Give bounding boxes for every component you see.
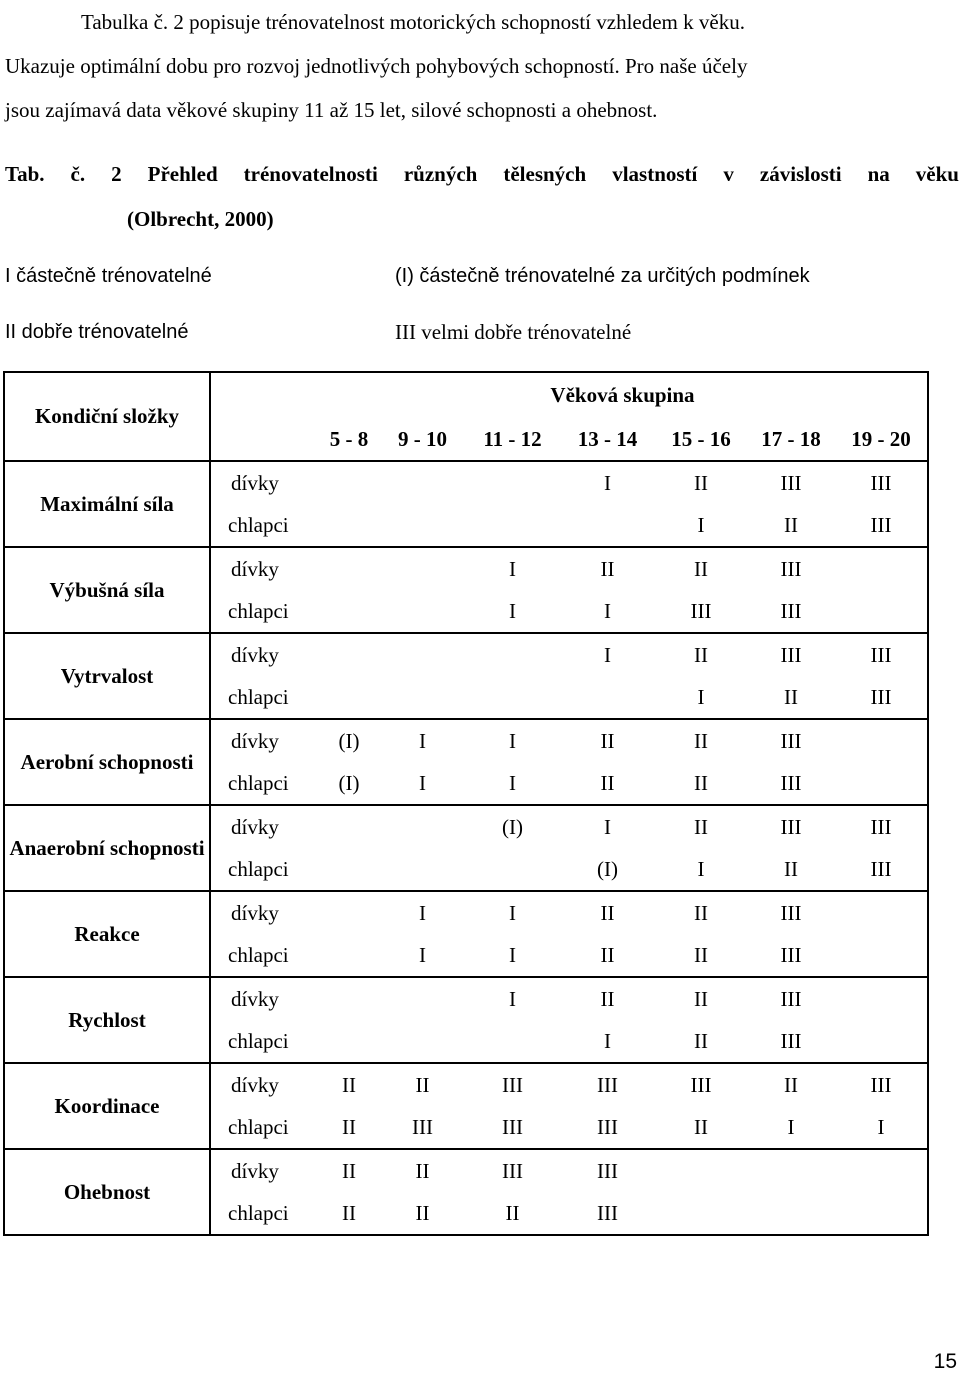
trainability-cell: II [694,900,708,925]
table-row [4,461,928,504]
legend-item-conditional: (I) částečně trénovatelné za určitých podmínek [395,265,810,287]
category-label: Anaerobní schopnosti [4,805,210,891]
trainability-cell [380,977,465,1020]
trainability-cell: II [694,470,708,495]
trainability-cell [318,590,380,633]
intro-line-3: jsou zajímavá data věkové skupiny 11 až 15 let, silové schopnosti a ohebnost. [5,98,658,122]
trainability-cell [835,762,928,805]
trainability-cell: II [694,556,708,581]
trainability-cell: II [747,504,835,547]
table-row [4,977,928,1020]
trainability-cell: III [747,762,835,805]
table-row [4,633,928,676]
group-label-boys: chlapci [210,1020,318,1063]
trainability-cell: II [560,762,655,805]
trainability-cell [655,1149,747,1192]
group-label-boys: chlapci [210,676,318,719]
trainability-cell [318,1020,380,1063]
trainability-cell [318,504,380,547]
trainability-cell: II [600,900,615,925]
trainability-cell: I [604,814,611,839]
trainability-cell: I [604,470,611,495]
trainability-cell [380,590,465,633]
trainability-cell: I [655,676,747,719]
trainability-cell: III [597,1072,618,1097]
trainability-cell: III [835,1063,928,1106]
trainability-cell: III [780,642,802,667]
age-header: 9 - 10 [380,418,465,461]
trainability-cell [318,805,380,848]
trainability-cell: II [318,1192,380,1235]
trainability-cell [465,633,560,676]
category-label: Vytrvalost [4,633,210,719]
age-header: 15 - 16 [655,418,747,461]
trainability-cell [835,1020,928,1063]
category-label: Rychlost [4,977,210,1063]
trainability-cell: I [419,900,426,925]
trainability-cell [835,719,928,762]
trainability-cell [380,547,465,590]
group-label-girls: dívky [210,633,318,676]
trainability-cell: II [784,1072,798,1097]
intro-paragraph [5,0,957,132]
trainability-table [3,371,929,1236]
trainability-cell [465,1020,560,1063]
trainability-cell: I [747,1106,835,1149]
trainability-cell: II [747,848,835,891]
trainability-cell: I [509,900,516,925]
trainability-cell: I [465,934,560,977]
category-label: Koordinace [4,1063,210,1149]
age-group-header: Věková skupina [318,372,928,418]
trainability-cell: III [747,934,835,977]
trainability-cell: II [318,1106,380,1149]
trainability-cell: III [835,676,928,719]
trainability-cell [835,1192,928,1235]
trainability-cell: II [694,986,708,1011]
group-label-boys: chlapci [210,1192,318,1235]
trainability-cell: III [502,1158,523,1183]
group-label-boys: chlapci [210,934,318,977]
table-row [4,891,928,934]
trainability-cell [835,547,928,590]
trainability-cell: II [600,986,615,1011]
trainability-cell: III [380,1106,465,1149]
trainability-cell: II [415,1158,430,1183]
age-header: 11 - 12 [465,418,560,461]
trainability-cell: II [694,814,708,839]
trainability-cell: III [597,1158,618,1183]
table-row [4,1149,928,1192]
trainability-cell: II [694,728,708,753]
trainability-cell [380,848,465,891]
trainability-cell: I [465,590,560,633]
trainability-cell: III [780,728,802,753]
trainability-cell [318,461,380,504]
trainability-cell [380,461,465,504]
trainability-cell: II [342,1072,356,1097]
group-label-girls: dívky [210,977,318,1020]
trainability-cell [318,891,380,934]
age-header: 5 - 8 [318,418,380,461]
category-label: Aerobní schopnosti [4,719,210,805]
trainability-cell [380,676,465,719]
trainability-cell: III [560,1106,655,1149]
trainability-cell: II [560,934,655,977]
trainability-cell: II [655,1106,747,1149]
table-row [4,547,928,590]
trainability-cell [747,1149,835,1192]
trainability-cell: III [780,814,802,839]
trainability-cell [465,848,560,891]
group-label-boys: chlapci [210,504,318,547]
trainability-cell: (I) [560,848,655,891]
trainability-cell: II [655,934,747,977]
trainability-cell: II [694,642,708,667]
table-caption-source: (Olbrecht, 2000) [127,207,274,231]
group-label-girls: dívky [210,461,318,504]
table-row [4,805,928,848]
group-label-girls: dívky [210,547,318,590]
group-label-girls: dívky [210,805,318,848]
trainability-cell: III [835,504,928,547]
trainability-cell: II [342,1158,356,1183]
group-label-boys: chlapci [210,590,318,633]
trainability-cell [835,590,928,633]
legend-item-partial: I částečně trénovatelné [5,265,212,287]
trainability-cell: III [560,1192,655,1235]
trainability-cell: I [835,1106,928,1149]
trainability-cell: II [655,762,747,805]
category-label: Reakce [4,891,210,977]
trainability-cell: II [655,1020,747,1063]
trainability-cell [747,1192,835,1235]
legend-item-good: II dobře trénovatelné [5,321,189,343]
table-corner-header: Kondiční složky [4,372,210,461]
trainability-cell: (I) [502,814,523,839]
trainability-cell: III [502,1072,523,1097]
trainability-cell: II [465,1192,560,1235]
trainability-cell: II [600,728,615,753]
age-header: 19 - 20 [835,418,928,461]
trainability-cell: I [560,1020,655,1063]
trainability-cell [380,1020,465,1063]
trainability-cell: I [380,762,465,805]
category-label: Výbušná síla [4,547,210,633]
trainability-cell [465,676,560,719]
group-label-girls: dívky [210,1063,318,1106]
group-label-boys: chlapci [210,762,318,805]
trainability-cell [318,547,380,590]
trainability-cell [835,977,928,1020]
trainability-cell [318,848,380,891]
table-row [4,1063,928,1106]
trainability-cell: II [415,1072,430,1097]
group-label-boys: chlapci [210,848,318,891]
trainability-cell [318,977,380,1020]
trainability-cell: I [419,728,426,753]
trainability-cell [560,504,655,547]
trainability-cell [560,676,655,719]
trainability-cell: I [465,762,560,805]
trainability-cell: I [560,590,655,633]
intro-line-1: Tabulka č. 2 popisuje trénovatelnost motorických schopností vzhledem k věku. [81,10,745,34]
trainability-cell: III [780,470,802,495]
trainability-cell: II [747,676,835,719]
trainability-cell: III [835,633,928,676]
trainability-cell: III [465,1106,560,1149]
intro-line-2: Ukazuje optimální dobu pro rozvoj jednotlivých pohybových schopností. Pro naše účely [5,54,748,78]
trainability-cell: III [835,848,928,891]
trainability-cell: III [780,556,802,581]
category-label: Maximální síla [4,461,210,547]
group-label-girls: dívky [210,1149,318,1192]
trainability-cell [835,934,928,977]
trainability-cell [318,934,380,977]
trainability-cell [465,504,560,547]
age-header: 13 - 14 [560,418,655,461]
trainability-cell: III [747,1020,835,1063]
group-label-boys: chlapci [210,1106,318,1149]
group-label-girls: dívky [210,719,318,762]
category-label: Ohebnost [4,1149,210,1235]
trainability-cell: (I) [318,762,380,805]
trainability-cell [835,891,928,934]
trainability-cell: III [835,805,928,848]
trainability-cell: III [655,590,747,633]
trainability-cell [655,1192,747,1235]
trainability-cell: III [835,461,928,504]
trainability-cell: (I) [338,728,360,753]
age-header: 17 - 18 [747,418,835,461]
trainability-cell [835,1149,928,1192]
trainability-cell: I [380,934,465,977]
table-row [4,719,928,762]
trainability-cell [380,633,465,676]
trainability-cell [380,504,465,547]
page-number: 15 [933,1350,957,1373]
trainability-cell: II [600,556,615,581]
trainability-cell: I [604,642,611,667]
trainability-cell: I [509,556,516,581]
trainability-cell: III [690,1072,712,1097]
trainability-cell [465,461,560,504]
group-label-girls: dívky [210,891,318,934]
trainability-cell: III [780,986,802,1011]
trainability-cell: III [780,900,802,925]
trainability-cell [380,805,465,848]
trainability-cell: II [380,1192,465,1235]
trainability-cell: I [655,504,747,547]
trainability-cell: I [509,728,516,753]
trainability-cell [318,676,380,719]
legend-item-very-good: III velmi dobře trénovatelné [395,320,632,344]
trainability-cell: III [747,590,835,633]
trainability-cell [318,633,380,676]
trainability-cell: I [509,986,516,1011]
table-caption: Tab. č. 2 Přehled trénovatelnosti různých tělesných vlastností v závislosti na věku [5,162,959,186]
trainability-cell: I [655,848,747,891]
